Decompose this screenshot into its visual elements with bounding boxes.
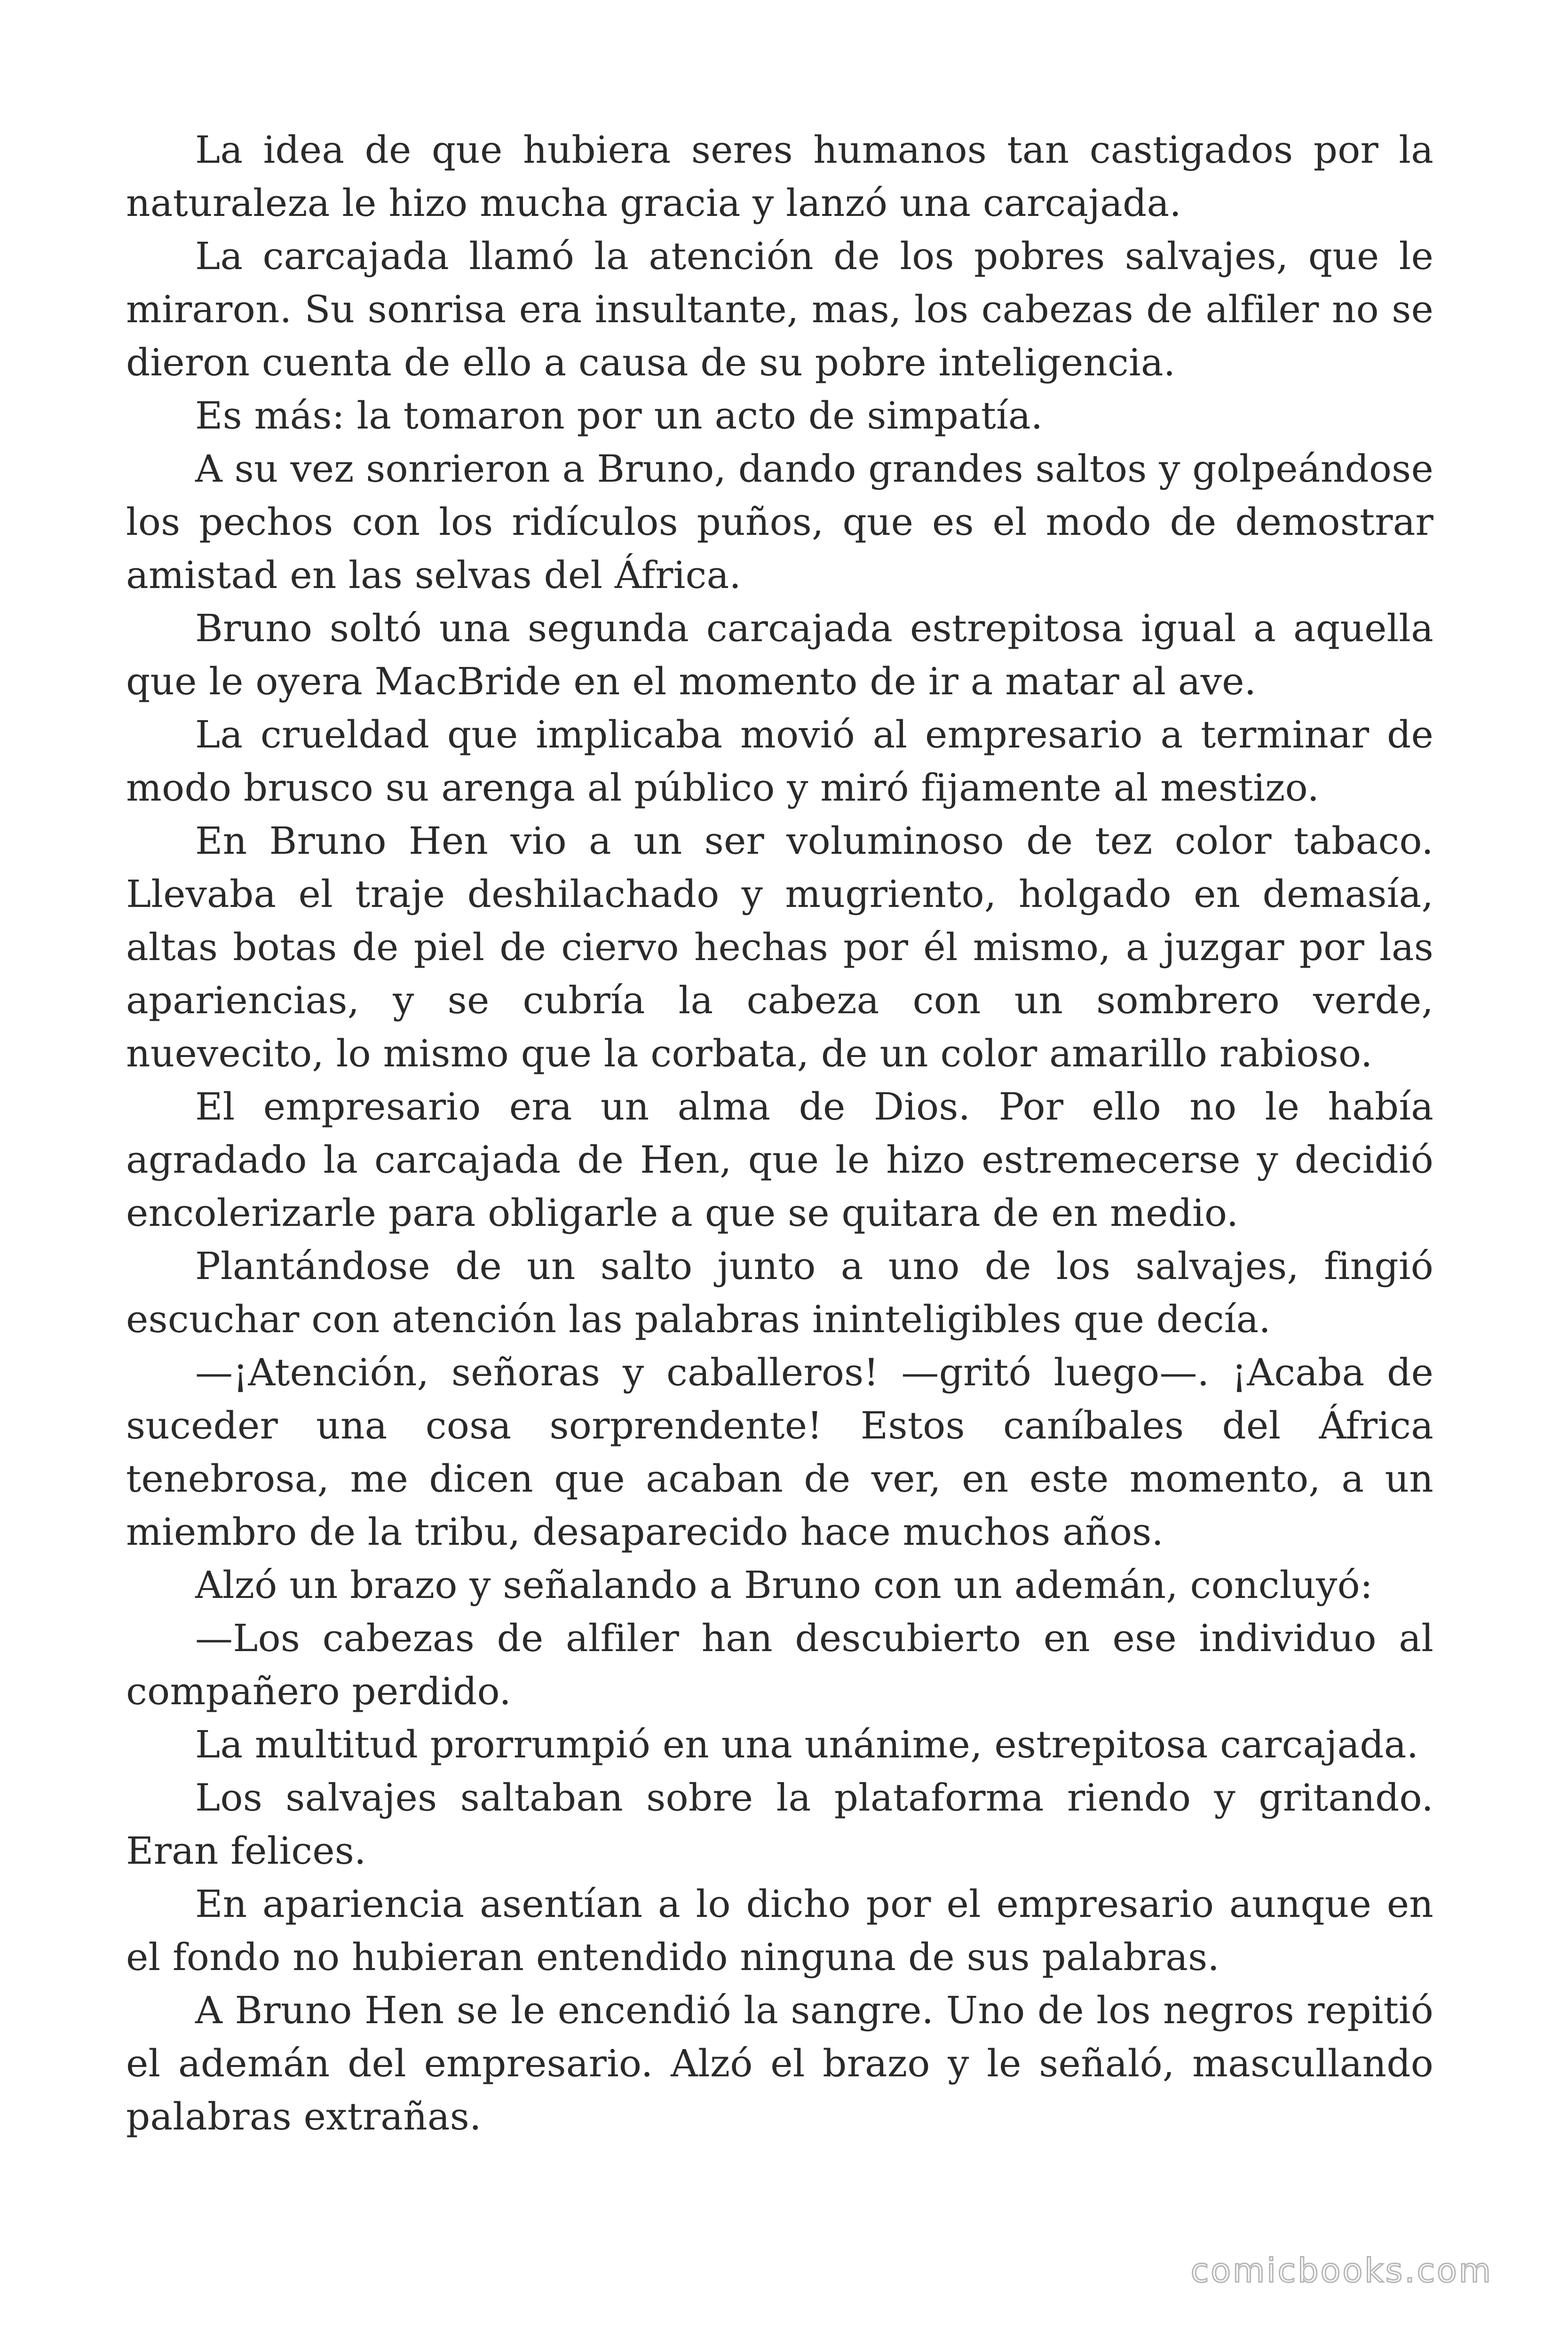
paragraph: En apariencia asentían a lo dicho por el empresario aunque en el fondo no hubieran entendido ninguna de sus palabras. [126,1882,1433,1979]
paragraph: Alzó un brazo y señalando a Bruno con un ademán, concluyó: [195,1563,1373,1607]
page-body [126,123,1433,2143]
watermark: comicbooks.com [1190,2251,1493,2290]
paragraph: El empresario era un alma de Dios. Por ello no le había agradado la carcajada de Hen, que le hizo estremecerse y decidió encolerizarle para obligarle a que se quitara de en medio. [126,1085,1433,1235]
paragraph: La carcajada llamó la atención de los pobres salvajes, que le miraron. Su sonrisa era insultante, mas, los cabezas de alfiler no se dieron cuenta de ello a causa de su pobre inteligencia. [126,234,1433,384]
paragraph: Plantándose de un salto junto a uno de los salvajes, fingió escuchar con atención las palabras ininteligibles que decía. [126,1244,1433,1341]
paragraph: —Los cabezas de alfiler han descubierto en ese individuo al compañero perdido. [126,1616,1433,1713]
paragraph: —¡Atención, señoras y caballeros! —gritó luego—. ¡Acaba de suceder una cosa sorprendente! Estos caníbales del África tenebrosa, me dicen que acaban de ver, en este momento, a un miembro de la tribu, desaparecido hace muchos años. [126,1351,1433,1554]
paragraph: A Bruno Hen se le encendió la sangre. Uno de los negros repitió el ademán del empresario. Alzó el brazo y le señaló, mascullando palabras extrañas. [126,1988,1433,2138]
paragraph: Bruno soltó una segunda carcajada estrepitosa igual a aquella que le oyera MacBride en el momento de ir a matar al ave. [126,606,1433,703]
paragraph: A su vez sonrieron a Bruno, dando grandes saltos y golpeándose los pechos con los ridículos puños, que es el modo de demostrar amistad en las selvas del África. [126,447,1433,597]
paragraph: La crueldad que implicaba movió al empresario a terminar de modo brusco su arenga al público y miró fijamente al mestizo. [126,713,1433,810]
paragraph: La multitud prorrumpió en una unánime, estrepitosa carcajada. [195,1723,1419,1766]
paragraph: Los salvajes saltaban sobre la plataforma riendo y gritando. Eran felices. [126,1776,1433,1873]
paragraph: La idea de que hubiera seres humanos tan castigados por la naturaleza le hizo mucha gracia y lanzó una carcajada. [126,128,1433,225]
paragraph: En Bruno Hen vio a un ser voluminoso de tez color tabaco. Llevaba el traje deshilachado y mugriento, holgado en demasía, altas botas de piel de ciervo hechas por él mismo, a juzgar por las apariencias, y se cubría la cabeza con un sombrero verde, nuevecito, lo mismo que la corbata, de un color amarillo rabioso. [126,819,1433,1075]
paragraph: Es más: la tomaron por un acto de simpatía. [195,394,1043,437]
